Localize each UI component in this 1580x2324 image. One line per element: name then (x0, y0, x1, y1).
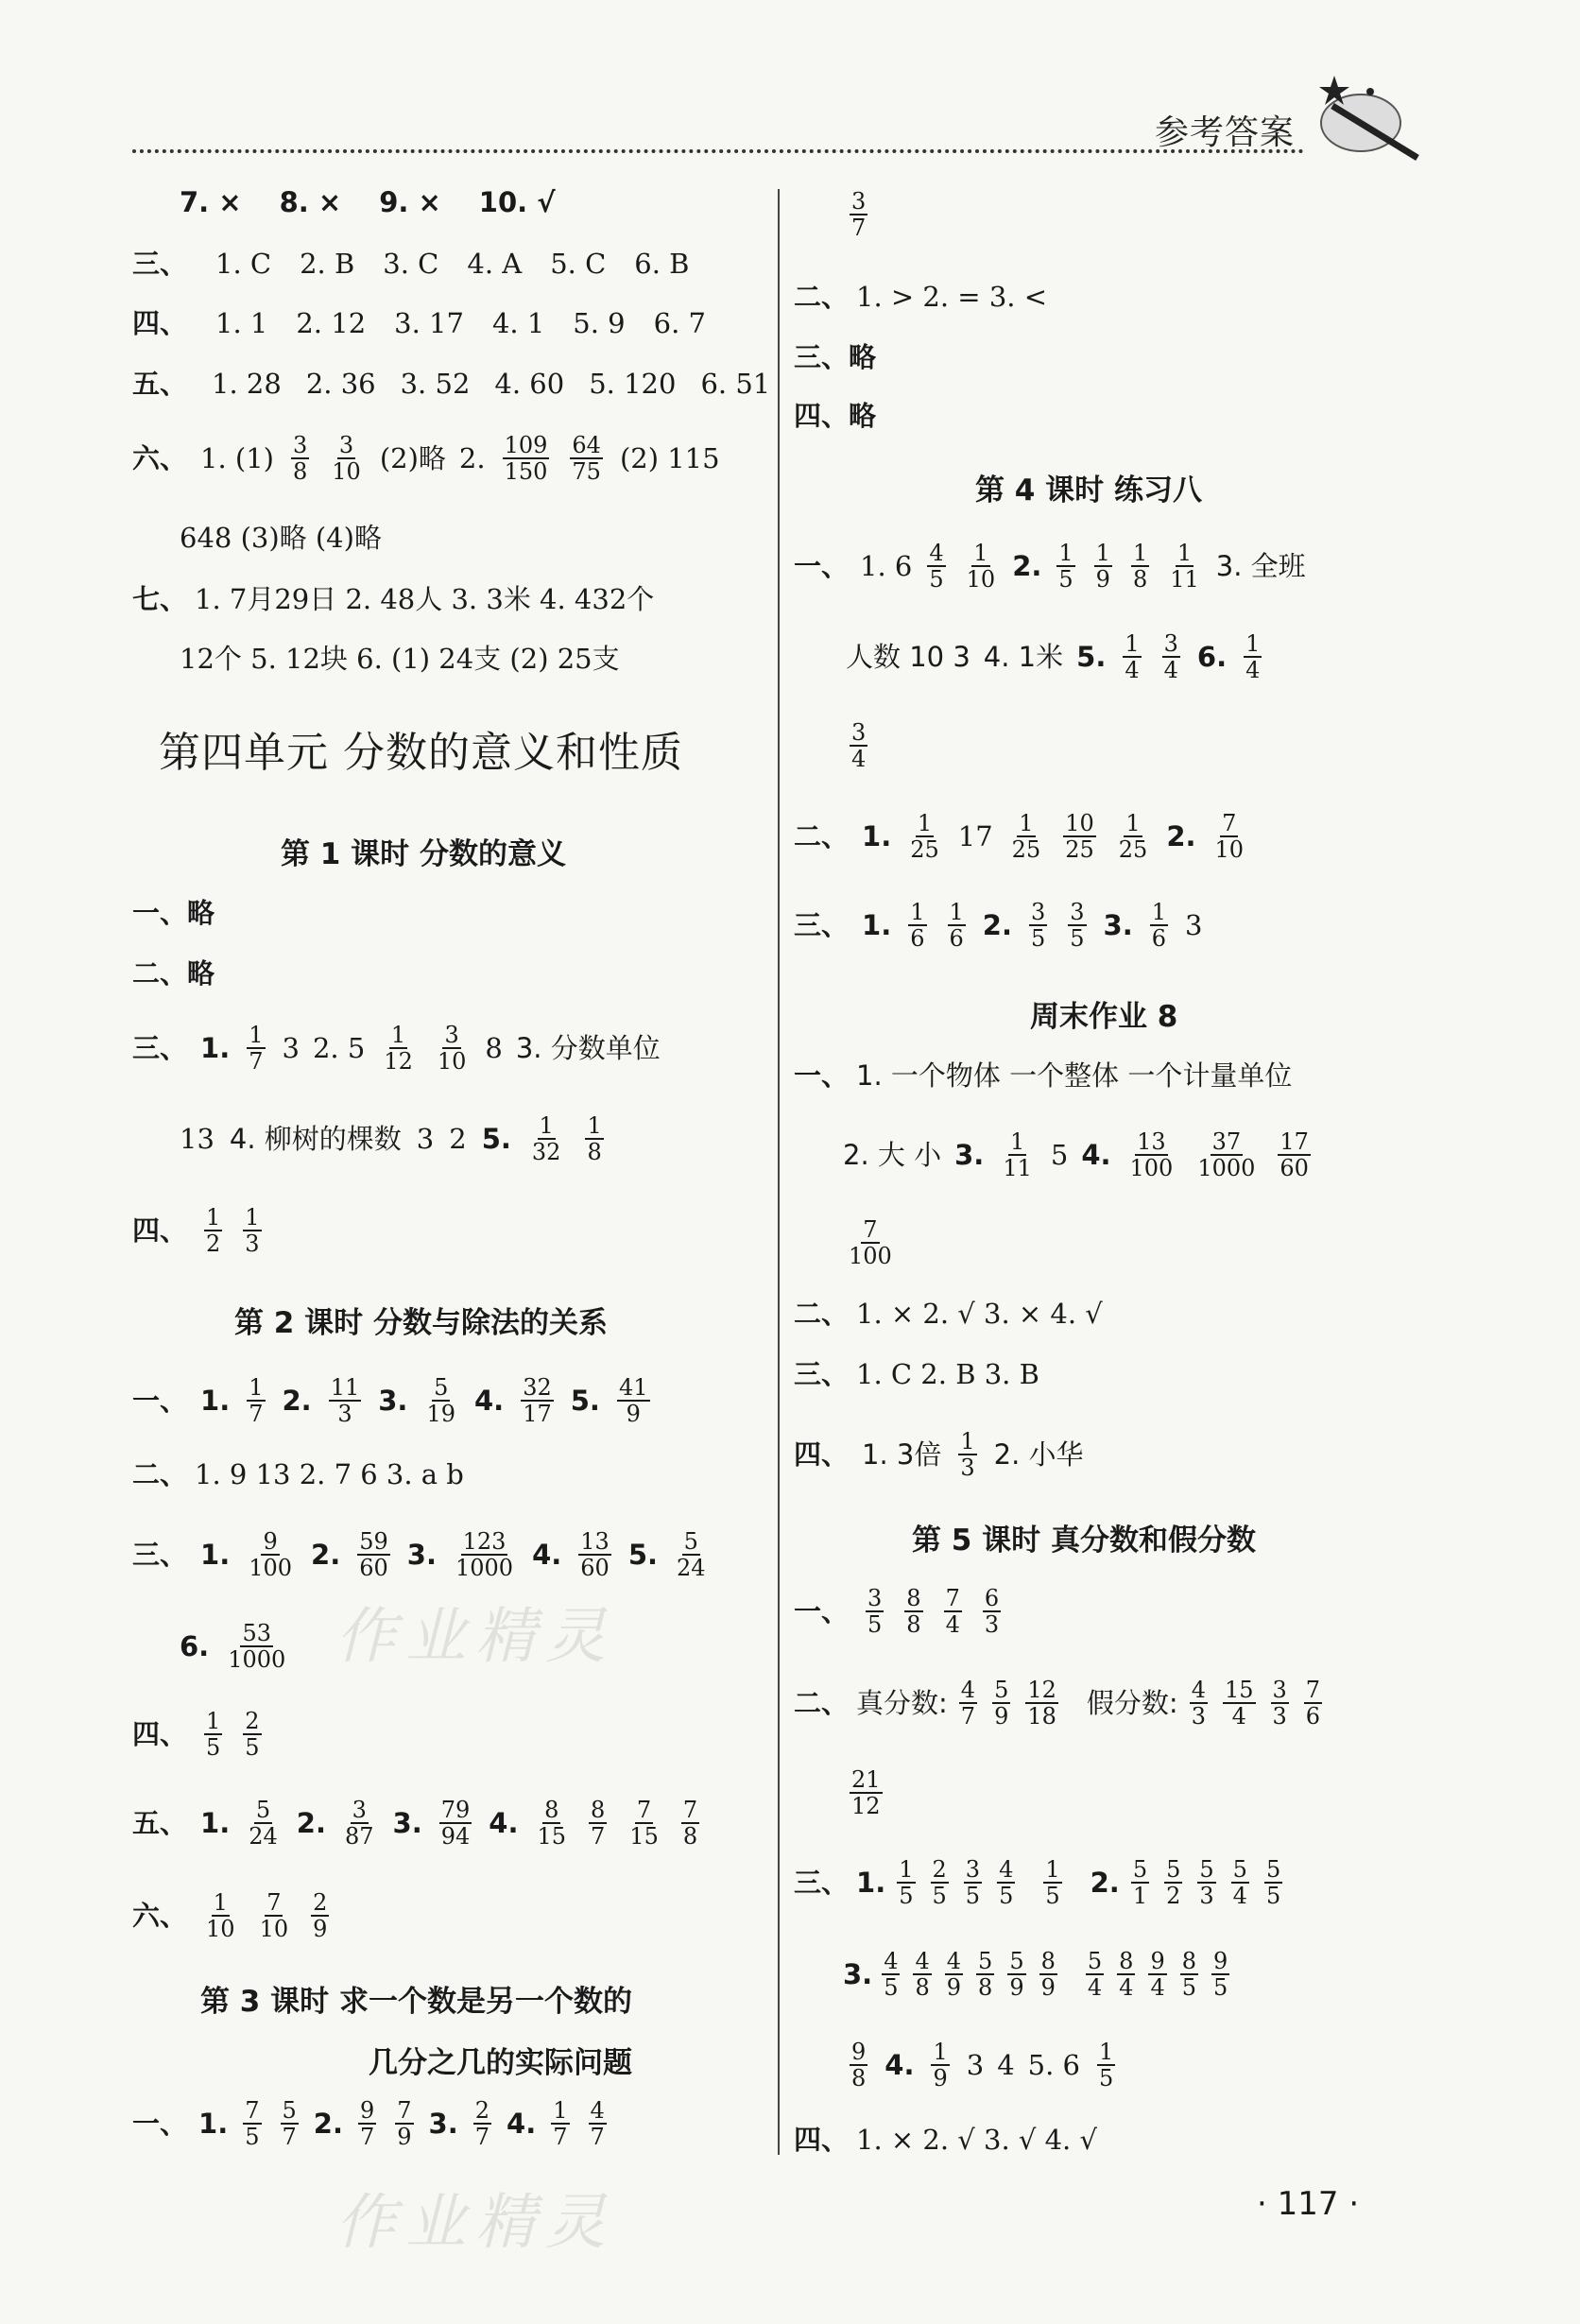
fraction: $\frac{1}{7}$ (249, 1022, 264, 1076)
fraction: $\frac{1}{5}$ (206, 1708, 221, 1762)
fraction: $\frac{1}{9}$ (1095, 540, 1110, 594)
answer-line (846, 189, 871, 241)
answer-line: 三、 1. C 2. B 3. B (794, 1358, 1039, 1390)
lesson-heading: 第 1 课时 分数的意义 (281, 837, 566, 871)
lesson-heading: 周末作业 8 (1030, 1000, 1178, 1034)
answer-line: 一、 $\frac{3}{5}$ $\frac{8}{8}$ $\frac{7}{4}$ $\frac{6}{3}$ (794, 1585, 1000, 1639)
fraction: $\frac{5}{9}$ (1009, 1948, 1024, 2002)
answer-line: 一、略 (132, 897, 215, 929)
fraction: $\frac{1}{12}$ (384, 1022, 413, 1076)
fraction: $\frac{5}{9}$ (994, 1677, 1009, 1730)
header-divider (132, 149, 1304, 153)
fraction: $\frac{1}{10}$ (206, 1889, 235, 1943)
fraction: $\frac{5}{24}$ (249, 1797, 278, 1851)
answer-line: 一、 1. $\frac{7}{5}$ $\frac{5}{7}$ 2. $\frac{9}{7}$ $\frac{7}{9}$ 3. $\frac{2}{7}$ 4. $\frac{1}{7}$ $\frac{4}{7}$ (132, 2097, 605, 2151)
answer-line: 三、 1. $\frac{1}{5}$ $\frac{2}{5}$ $\frac{3}{5}$ $\frac{4}{5}$ $\frac{1}{5}$ 2. $\frac{5}{1}$ $\frac{5}{2}$ $\frac{5}{3}$ $\frac{5}{4}$ $\frac{5}{5}$ (794, 1856, 1281, 1910)
fraction: $\frac{3}{7}$ (851, 188, 867, 242)
fraction: $\frac{2}{7}$ (474, 2097, 490, 2151)
fraction: $\frac{7}{10}$ (259, 1889, 289, 1943)
fraction: $\frac{109}{150}$ (504, 432, 548, 486)
column-divider (778, 189, 780, 2155)
fraction: $\frac{3}{5}$ (965, 1856, 981, 1910)
fraction: $\frac{3}{5}$ (1070, 899, 1085, 953)
fraction: $\frac{4}{3}$ (1191, 1677, 1206, 1730)
answer-line: 四、 $\frac{1}{2}$ $\frac{1}{3}$ (132, 1204, 260, 1258)
answer-line: 七、 1. 7月29日 2. 48人 3. 3米 4. 432个 (132, 583, 655, 615)
fraction: $\frac{3}{3}$ (1272, 1677, 1287, 1730)
fraction: $\frac{9}{8}$ (851, 2039, 867, 2092)
answer-line: 二、 1. $\frac{1}{25}$ 17 $\frac{1}{25}$ $\frac{10}{25}$ $\frac{1}{25}$ 2. $\frac{7}{10}$ (794, 810, 1245, 864)
fraction: $\frac{2}{5}$ (932, 1856, 947, 1910)
fraction: $\frac{5}{7}$ (282, 2097, 297, 2151)
fraction: $\frac{8}{15}$ (537, 1797, 567, 1851)
fraction: $\frac{5}{8}$ (978, 1948, 993, 2002)
fraction: $\frac{3}{10}$ (437, 1022, 467, 1076)
fraction: $\frac{1}{6}$ (1151, 899, 1167, 953)
answer-line: 7. × 8. × 9. × 10. √ (180, 186, 556, 218)
answer-line: 五、 1. $\frac{5}{24}$ 2. $\frac{3}{87}$ 3. $\frac{79}{94}$ 4. $\frac{8}{15}$ $\frac{8}{7}$ $\frac{7}{15}$ $\frac{7}{8}$ (132, 1797, 698, 1851)
answer-line: 3. $\frac{4}{5}$ $\frac{4}{8}$ $\frac{4}{9}$ $\frac{5}{8}$ $\frac{5}{9}$ $\frac{8}{9}$ $\frac{5}{4}$ $\frac{8}{4}$ $\frac{9}{4}$ $\frac{8}{5}$ $\frac{9}{5}$ (843, 1948, 1228, 2002)
fraction: $\frac{123}{1000}$ (455, 1528, 514, 1582)
answer-line: 二、 1. > 2. = 3. < (794, 281, 1048, 313)
fraction: $\frac{4}{8}$ (915, 1948, 930, 2002)
fraction: $\frac{3}{5}$ (867, 1585, 883, 1639)
watermark: 作业精灵 (335, 2188, 615, 2258)
fraction: $\frac{13}{60}$ (580, 1528, 610, 1582)
header-title: 参考答案 (1155, 113, 1296, 152)
fraction: $\frac{5}{24}$ (677, 1528, 706, 1582)
fraction: $\frac{1}{5}$ (899, 1856, 914, 1910)
fraction: $\frac{8}{8}$ (906, 1585, 921, 1639)
lesson-heading: 第 3 课时 求一个数是另一个数的 (200, 1985, 632, 2019)
fraction: $\frac{5}{4}$ (1087, 1948, 1103, 2002)
fraction: $\frac{1}{11}$ (1003, 1128, 1032, 1182)
fraction: $\frac{7}{9}$ (397, 2097, 412, 2151)
fraction: $\frac{9}{100}$ (249, 1528, 293, 1582)
fraction: $\frac{3}{8}$ (292, 432, 308, 486)
answer-line: 五、 1. 28 2. 36 3. 52 4. 60 5. 120 6. 51 (132, 368, 771, 400)
fraction: $\frac{5}{2}$ (1166, 1856, 1181, 1910)
fraction: $\frac{10}{25}$ (1065, 810, 1094, 864)
fraction: $\frac{1}{5}$ (1058, 540, 1073, 594)
magic-wand-icon (1314, 68, 1427, 163)
answer-line: 二、略 (132, 957, 215, 990)
answer-line: 648 (3)略 (4)略 (180, 522, 382, 554)
fraction: $\frac{37}{1000}$ (1197, 1128, 1256, 1182)
answer-line: 四、 $\frac{1}{5}$ $\frac{2}{5}$ (132, 1708, 260, 1762)
fraction: $\frac{1}{25}$ (1118, 810, 1148, 864)
fraction: $\frac{1}{32}$ (531, 1112, 561, 1166)
fraction: $\frac{6}{3}$ (984, 1585, 1000, 1639)
answer-line: 四、 1. × 2. √ 3. √ 4. √ (794, 2124, 1097, 2156)
fraction: $\frac{64}{75}$ (572, 432, 601, 486)
page-number: · 117 · (1257, 2185, 1360, 2223)
fraction: $\frac{1}{10}$ (966, 540, 996, 594)
fraction: $\frac{3}{4}$ (851, 719, 867, 773)
answer-line: $\frac{9}{8}$ 4. $\frac{1}{9}$ 3 4 5. 6 $\frac{1}{5}$ (851, 2039, 1114, 2092)
fraction: $\frac{17}{60}$ (1279, 1128, 1309, 1182)
fraction: $\frac{7}{8}$ (682, 1797, 698, 1851)
fraction: $\frac{1}{5}$ (1099, 2039, 1114, 2092)
fraction: $\frac{1}{4}$ (1245, 630, 1261, 684)
fraction: $\frac{1}{3}$ (960, 1428, 975, 1482)
answer-line (846, 720, 871, 772)
fraction: $\frac{11}{3}$ (330, 1374, 360, 1428)
fraction: $\frac{4}{5}$ (929, 540, 944, 594)
fraction: $\frac{4}{7}$ (590, 2097, 605, 2151)
fraction: $\frac{1}{11}$ (1170, 540, 1199, 594)
fraction: $\frac{2}{5}$ (245, 1708, 260, 1762)
fraction: $\frac{4}{5}$ (999, 1856, 1014, 1910)
lesson-heading: 几分之几的实际问题 (369, 2046, 632, 2080)
answer-line (843, 1217, 898, 1269)
lesson-heading: 第 4 课时 练习八 (975, 473, 1202, 508)
unit-heading: 第四单元 分数的意义和性质 (159, 729, 683, 777)
fraction: $\frac{59}{60}$ (359, 1528, 388, 1582)
fraction: $\frac{7}{6}$ (1305, 1677, 1321, 1730)
fraction: $\frac{12}{18}$ (1027, 1677, 1056, 1730)
lesson-heading: 第 5 课时 真分数和假分数 (912, 1524, 1256, 1558)
fraction: $\frac{4}{7}$ (960, 1677, 976, 1730)
fraction: $\frac{21}{12}$ (851, 1766, 881, 1820)
fraction: $\frac{15}{4}$ (1224, 1677, 1254, 1730)
fraction: $\frac{3}{5}$ (1030, 899, 1046, 953)
fraction: $\frac{4}{9}$ (946, 1948, 962, 2002)
answer-line: 六、 $\frac{1}{10}$ $\frac{7}{10}$ $\frac{2}{9}$ (132, 1889, 328, 1943)
fraction: $\frac{8}{7}$ (591, 1797, 606, 1851)
fraction: $\frac{8}{9}$ (1040, 1948, 1056, 2002)
fraction: $\frac{41}{9}$ (618, 1374, 648, 1428)
fraction: $\frac{7}{4}$ (945, 1585, 960, 1639)
fraction: $\frac{4}{5}$ (884, 1948, 899, 2002)
fraction: $\frac{1}{2}$ (206, 1204, 221, 1258)
fraction: $\frac{1}{7}$ (249, 1374, 264, 1428)
answer-line: 二、 真分数: $\frac{4}{7}$ $\frac{5}{9}$ $\frac{12}{18}$ 假分数: $\frac{4}{3}$ $\frac{15}{4}$ $\frac{3}{3}$ $\frac{7}{6}$ (794, 1677, 1321, 1730)
fraction: $\frac{9}{5}$ (1213, 1948, 1228, 2002)
fraction: $\frac{1}{9}$ (933, 2039, 948, 2092)
answer-line (846, 1767, 886, 1819)
answer-line: 二、 1. × 2. √ 3. × 4. √ (794, 1298, 1103, 1330)
fraction: $\frac{79}{94}$ (440, 1797, 471, 1851)
fraction: $\frac{1}{6}$ (949, 899, 964, 953)
fraction: $\frac{1}{25}$ (910, 810, 939, 864)
fraction: $\frac{32}{17}$ (523, 1374, 552, 1428)
fraction: $\frac{1}{3}$ (245, 1204, 260, 1258)
fraction: $\frac{1}{5}$ (1045, 1856, 1060, 1910)
fraction: $\frac{53}{1000}$ (228, 1620, 286, 1674)
answer-line: 三、略 (794, 341, 877, 373)
answer-line: 一、 1. 一个物体 一个整体 一个计量单位 (794, 1059, 1293, 1092)
fraction: $\frac{5}{19}$ (426, 1374, 455, 1428)
fraction: $\frac{13}{100}$ (1129, 1128, 1174, 1182)
answer-line: 四、 1. 1 2. 12 3. 17 4. 1 5. 9 6. 7 (132, 307, 706, 339)
answer-line: 13 4. 柳树的棵数 3 2 5. $\frac{1}{32}$ $\frac{1}{8}$ (180, 1112, 602, 1166)
fraction: $\frac{7}{5}$ (245, 2097, 260, 2151)
answer-line: 三、 1. $\frac{9}{100}$ 2. $\frac{59}{60}$ 3. $\frac{123}{1000}$ 4. $\frac{13}{60}$ 5. $\frac{5}{24}$ (132, 1528, 706, 1582)
fraction: $\frac{9}{7}$ (359, 2097, 375, 2151)
fraction: $\frac{9}{4}$ (1150, 1948, 1165, 2002)
fraction: $\frac{8}{5}$ (1181, 1948, 1197, 2002)
fraction: $\frac{5}{1}$ (1132, 1856, 1148, 1910)
lesson-heading: 第 2 课时 分数与除法的关系 (234, 1306, 608, 1340)
answer-line: 三、 1. C 2. B 3. C 4. A 5. C 6. B (132, 248, 690, 280)
fraction: $\frac{3}{10}$ (332, 432, 361, 486)
fraction: $\frac{3}{4}$ (1163, 630, 1178, 684)
fraction: $\frac{5}{4}$ (1232, 1856, 1247, 1910)
fraction: $\frac{1}{4}$ (1125, 630, 1140, 684)
answer-line: 6. $\frac{53}{1000}$ (180, 1620, 286, 1674)
watermark: 作业精灵 (335, 1602, 615, 1672)
fraction: $\frac{7}{100}$ (849, 1216, 892, 1270)
fraction: $\frac{3}{87}$ (344, 1797, 374, 1851)
answer-line: 2. 大 小 3. $\frac{1}{11}$ 5 4. $\frac{13}{100}$ $\frac{37}{1000}$ $\frac{17}{60}$ (843, 1128, 1309, 1182)
answer-line: 二、 1. 9 13 2. 7 6 3. a b (132, 1458, 464, 1490)
fraction: $\frac{1}{25}$ (1011, 810, 1041, 864)
fraction: $\frac{7}{15}$ (629, 1797, 659, 1851)
answer-line: 四、 1. 3倍 $\frac{1}{3}$ 2. 小华 (794, 1428, 1084, 1482)
fraction: $\frac{1}{7}$ (553, 2097, 568, 2151)
fraction: $\frac{1}{6}$ (910, 899, 925, 953)
fraction: $\frac{5}{3}$ (1199, 1856, 1214, 1910)
answer-line: 人数 10 3 4. 1米 5. $\frac{1}{4}$ $\frac{3}{4}$ 6. $\frac{1}{4}$ (846, 630, 1261, 684)
answer-line: 四、略 (794, 400, 877, 432)
fraction: $\frac{5}{5}$ (1265, 1856, 1281, 1910)
answer-line: 一、 1. 6 $\frac{4}{5}$ $\frac{1}{10}$ 2. $\frac{1}{5}$ $\frac{1}{9}$ $\frac{1}{8}$ $\frac{1}{11}$ 3. 全班 (794, 540, 1306, 594)
answer-line: 12个 5. 12块 6. (1) 24支 (2) 25支 (180, 643, 620, 675)
answer-line: 三、 1. $\frac{1}{6}$ $\frac{1}{6}$ 2. $\frac{3}{5}$ $\frac{3}{5}$ 3. $\frac{1}{6}$ 3 (794, 899, 1203, 953)
fraction: $\frac{1}{8}$ (1132, 540, 1148, 594)
answer-line: 一、 1. $\frac{1}{7}$ 2. $\frac{11}{3}$ 3. $\frac{5}{19}$ 4. $\frac{32}{17}$ 5. $\frac{41}{9}$ (132, 1374, 648, 1428)
fraction: $\frac{7}{10}$ (1214, 810, 1245, 864)
answer-line: 三、 1. $\frac{1}{7}$ 3 2. 5 $\frac{1}{12}$ $\frac{3}{10}$ 8 3. 分数单位 (132, 1022, 661, 1076)
fraction: $\frac{1}{8}$ (587, 1112, 602, 1166)
fraction: $\frac{2}{9}$ (313, 1889, 328, 1943)
fraction: $\frac{8}{4}$ (1119, 1948, 1134, 2002)
answer-line: 六、 1. (1) $\frac{3}{8}$ $\frac{3}{10}$ (2)略 2. $\frac{109}{150}$ $\frac{64}{75}$ (2) 115 (132, 432, 720, 486)
